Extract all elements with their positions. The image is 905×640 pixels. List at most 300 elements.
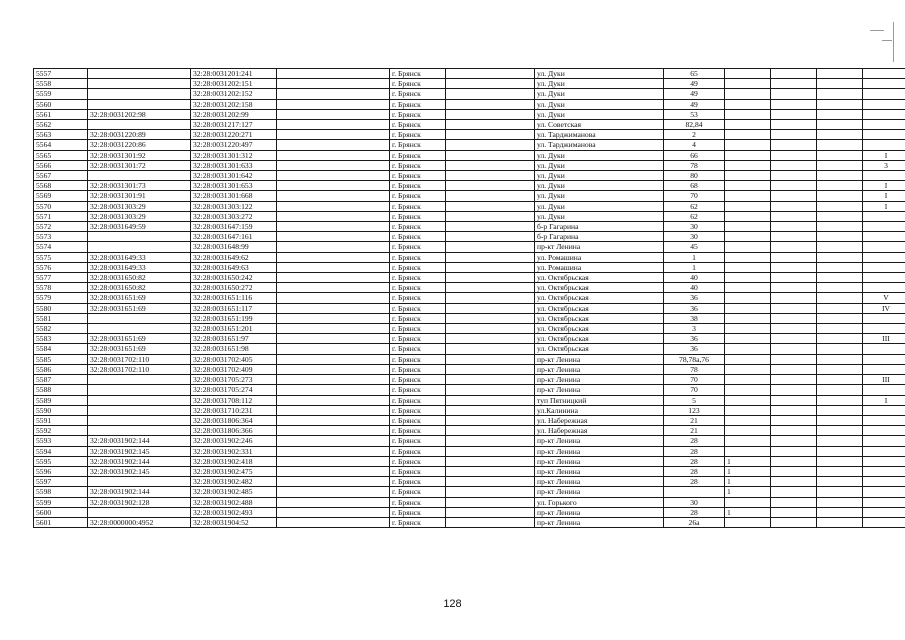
cell-section-roman [863, 120, 905, 130]
cell-blank-column-c [771, 109, 817, 119]
cell-blank-column-d [817, 140, 863, 150]
cell-blank-column-d [817, 283, 863, 293]
cell-building-number [725, 334, 771, 344]
cell-row-number: 5579 [34, 293, 88, 303]
table-row [34, 303, 905, 313]
cell-house-number: 80 [664, 171, 725, 181]
cell-house-number: 28 [664, 507, 725, 517]
cell-blank-column-c [771, 140, 817, 150]
cell-blank-column-a [277, 293, 390, 303]
cell-building-number: 1 [725, 466, 771, 476]
cell-blank-column-b [446, 517, 535, 527]
cell-blank-column-c [771, 79, 817, 89]
cell-blank-column-b [446, 487, 535, 497]
cell-cadastral-number: 32:28:0031648:99 [191, 242, 277, 252]
cell-cadastral-number: 32:28:0031650:242 [191, 273, 277, 283]
cell-blank-column-a [277, 446, 390, 456]
cell-section-roman [863, 79, 905, 89]
cell-blank-column-b [446, 232, 535, 242]
cell-row-number: 5583 [34, 334, 88, 344]
cell-row-number: 5562 [34, 120, 88, 130]
cell-building-number [725, 252, 771, 262]
cell-cadastral-number: 32:28:0031902:493 [191, 507, 277, 517]
table-row [34, 252, 905, 262]
cell-blank-column-a [277, 130, 390, 140]
cell-blank-column-b [446, 171, 535, 181]
cell-blank-column-c [771, 89, 817, 99]
cell-street: пр-кт Ленина [535, 375, 664, 385]
cell-blank-column-d [817, 446, 863, 456]
cell-building-number [725, 436, 771, 446]
cell-blank-column-b [446, 395, 535, 405]
cell-city: г. Брянск [390, 262, 446, 272]
cell-blank-column-c [771, 324, 817, 334]
cell-blank-column-d [817, 181, 863, 191]
cell-section-roman [863, 405, 905, 415]
table-row [34, 405, 905, 415]
cell-section-roman [863, 446, 905, 456]
cell-blank-column-b [446, 262, 535, 272]
cell-section-roman: I [863, 181, 905, 191]
cell-section-roman [863, 140, 905, 150]
cell-blank-column-d [817, 232, 863, 242]
cell-house-number: 45 [664, 242, 725, 252]
cell-street: ул. Набережная [535, 426, 664, 436]
cell-house-number: 49 [664, 89, 725, 99]
cell-blank-column-d [817, 466, 863, 476]
cell-city: г. Брянск [390, 487, 446, 497]
cell-section-roman [863, 436, 905, 446]
cell-city: г. Брянск [390, 69, 446, 79]
cell-street: ул.Калинина [535, 405, 664, 415]
cell-blank-column-c [771, 222, 817, 232]
cell-blank-column-c [771, 497, 817, 507]
cell-blank-column-d [817, 395, 863, 405]
cell-cadastral-number: 32:28:0031710:231 [191, 405, 277, 415]
cell-section-roman: IV [863, 303, 905, 313]
cell-street: ул. Дуки [535, 171, 664, 181]
cell-city: г. Брянск [390, 375, 446, 385]
cell-section-roman [863, 456, 905, 466]
cell-blank-column-a [277, 242, 390, 252]
cell-street: ул. Октябрьская [535, 293, 664, 303]
cell-blank-column-d [817, 456, 863, 466]
cell-house-number: 36 [664, 303, 725, 313]
cell-blank-column-b [446, 130, 535, 140]
cell-blank-column-b [446, 303, 535, 313]
cell-street: ул. Октябрьская [535, 303, 664, 313]
cell-house-number: 70 [664, 375, 725, 385]
table-row [34, 415, 905, 425]
cell-row-number: 5559 [34, 89, 88, 99]
cell-blank-column-c [771, 477, 817, 487]
cell-cadastral-number: 32:28:0031649:63 [191, 262, 277, 272]
cell-section-roman [863, 211, 905, 221]
table-row [34, 283, 905, 293]
cell-building-number [725, 130, 771, 140]
cell-blank-column-a [277, 160, 390, 170]
cell-blank-column-d [817, 201, 863, 211]
cell-building-number [725, 415, 771, 425]
cell-blank-column-c [771, 273, 817, 283]
cell-cadastral-number: 32:28:0031902:475 [191, 466, 277, 476]
table-row [34, 262, 905, 272]
cell-street: ул. Тарджиманова [535, 140, 664, 150]
cell-row-number: 5588 [34, 385, 88, 395]
cell-blank-column-b [446, 140, 535, 150]
cell-street: ул. Советская [535, 120, 664, 130]
cell-blank-column-b [446, 477, 535, 487]
cell-street: ул. Дуки [535, 79, 664, 89]
cell-street: пр-кт Ленина [535, 456, 664, 466]
cell-building-number [725, 273, 771, 283]
cell-blank-column-a [277, 252, 390, 262]
cell-blank-column-d [817, 344, 863, 354]
cell-section-roman: I [863, 150, 905, 160]
cell-cadastral-number: 32:28:0031201:241 [191, 69, 277, 79]
cell-city: г. Брянск [390, 99, 446, 109]
table-row [34, 426, 905, 436]
cell-blank-column-a [277, 344, 390, 354]
cell-cadastral-number: 32:28:0031708:112 [191, 395, 277, 405]
cell-blank-column-c [771, 415, 817, 425]
cell-building-number [725, 303, 771, 313]
cell-blank-column-a [277, 109, 390, 119]
cell-cadastral-number: 32:28:0031303:122 [191, 201, 277, 211]
cell-street: ул. Октябрьская [535, 283, 664, 293]
cell-building-number [725, 160, 771, 170]
cell-blank-column-c [771, 262, 817, 272]
cell-row-number: 5574 [34, 242, 88, 252]
cell-blank-column-c [771, 456, 817, 466]
cell-section-roman [863, 242, 905, 252]
cell-blank-column-b [446, 89, 535, 99]
cell-street: пр-кт Ленина [535, 446, 664, 456]
cell-blank-column-a [277, 283, 390, 293]
cell-parent-cadastral-number: 32:28:0031902:144 [88, 456, 191, 466]
cell-street: пр-кт Ленина [535, 242, 664, 252]
cell-parent-cadastral-number [88, 242, 191, 252]
cell-blank-column-c [771, 303, 817, 313]
cell-blank-column-b [446, 344, 535, 354]
table-row [34, 79, 905, 89]
cell-building-number [725, 191, 771, 201]
table-row [34, 140, 905, 150]
cell-parent-cadastral-number: 32:28:0000000:4952 [88, 517, 191, 527]
cell-street: ул. Дуки [535, 99, 664, 109]
cell-blank-column-a [277, 222, 390, 232]
cell-parent-cadastral-number: 32:28:0031303:29 [88, 211, 191, 221]
property-registry-table [33, 68, 905, 528]
cell-row-number: 5585 [34, 354, 88, 364]
cell-cadastral-number: 32:28:0031202:99 [191, 109, 277, 119]
cell-cadastral-number: 32:28:0031702:405 [191, 354, 277, 364]
cell-house-number: 53 [664, 109, 725, 119]
cell-street: ул. Набережная [535, 415, 664, 425]
cell-blank-column-d [817, 120, 863, 130]
cell-blank-column-a [277, 517, 390, 527]
cell-building-number: 1 [725, 456, 771, 466]
cell-blank-column-c [771, 160, 817, 170]
table-row [34, 109, 905, 119]
table-row [34, 130, 905, 140]
cell-parent-cadastral-number: 32:28:0031649:33 [88, 252, 191, 262]
cell-city: г. Брянск [390, 395, 446, 405]
cell-cadastral-number: 32:28:0031651:199 [191, 313, 277, 323]
cell-blank-column-c [771, 466, 817, 476]
cell-section-roman [863, 507, 905, 517]
cell-parent-cadastral-number: 32:28:0031902:144 [88, 487, 191, 497]
cell-house-number: 28 [664, 446, 725, 456]
cell-street: ул. Октябрьская [535, 313, 664, 323]
cell-parent-cadastral-number: 32:28:0031902:145 [88, 466, 191, 476]
cell-street: пр-кт Ленина [535, 364, 664, 374]
cell-cadastral-number: 32:28:0031904:52 [191, 517, 277, 527]
cell-building-number [725, 426, 771, 436]
cell-parent-cadastral-number: 32:28:0031303:29 [88, 201, 191, 211]
scan-artifact-line [893, 22, 894, 62]
cell-building-number [725, 99, 771, 109]
cell-row-number: 5581 [34, 313, 88, 323]
table-row [34, 344, 905, 354]
cell-section-roman [863, 364, 905, 374]
cell-parent-cadastral-number: 32:28:0031650:82 [88, 273, 191, 283]
cell-building-number [725, 517, 771, 527]
cell-section-roman [863, 324, 905, 334]
cell-house-number: 40 [664, 273, 725, 283]
table-row [34, 375, 905, 385]
cell-row-number: 5563 [34, 130, 88, 140]
cell-house-number [664, 487, 725, 497]
cell-street: ул. Дуки [535, 109, 664, 119]
table-row [34, 507, 905, 517]
cell-cadastral-number: 32:28:0031651:201 [191, 324, 277, 334]
cell-parent-cadastral-number [88, 120, 191, 130]
cell-parent-cadastral-number [88, 395, 191, 405]
cell-blank-column-a [277, 232, 390, 242]
cell-row-number: 5598 [34, 487, 88, 497]
table-row [34, 477, 905, 487]
cell-street: ул. Ромашина [535, 262, 664, 272]
table-row [34, 436, 905, 446]
cell-parent-cadastral-number: 32:28:0031651:69 [88, 303, 191, 313]
cell-section-roman [863, 109, 905, 119]
cell-blank-column-c [771, 405, 817, 415]
cell-blank-column-b [446, 69, 535, 79]
cell-blank-column-b [446, 273, 535, 283]
cell-section-roman: V [863, 293, 905, 303]
cell-city: г. Брянск [390, 283, 446, 293]
cell-section-roman [863, 273, 905, 283]
cell-cadastral-number: 32:28:0031705:274 [191, 385, 277, 395]
cell-blank-column-b [446, 160, 535, 170]
cell-row-number: 5597 [34, 477, 88, 487]
cell-parent-cadastral-number [88, 405, 191, 415]
table-row [34, 497, 905, 507]
cell-blank-column-a [277, 89, 390, 99]
cell-row-number: 5596 [34, 466, 88, 476]
cell-house-number: 78 [664, 364, 725, 374]
cell-parent-cadastral-number: 32:28:0031220:86 [88, 140, 191, 150]
cell-parent-cadastral-number: 32:28:0031651:69 [88, 293, 191, 303]
cell-cadastral-number: 32:28:0031902:418 [191, 456, 277, 466]
cell-cadastral-number: 32:28:0031202:152 [191, 89, 277, 99]
cell-blank-column-a [277, 181, 390, 191]
cell-blank-column-c [771, 395, 817, 405]
table-row [34, 171, 905, 181]
cell-section-roman [863, 283, 905, 293]
table-row [34, 334, 905, 344]
cell-blank-column-a [277, 415, 390, 425]
cell-blank-column-c [771, 69, 817, 79]
cell-blank-column-d [817, 385, 863, 395]
cell-row-number: 5600 [34, 507, 88, 517]
cell-blank-column-c [771, 232, 817, 242]
cell-street: ул. Октябрьская [535, 324, 664, 334]
cell-parent-cadastral-number: 32:28:0031651:69 [88, 334, 191, 344]
cell-section-roman [863, 89, 905, 99]
cell-row-number: 5580 [34, 303, 88, 313]
cell-blank-column-a [277, 171, 390, 181]
cell-building-number [725, 262, 771, 272]
cell-row-number: 5567 [34, 171, 88, 181]
cell-city: г. Брянск [390, 191, 446, 201]
cell-house-number: 5 [664, 395, 725, 405]
cell-building-number: 1 [725, 477, 771, 487]
cell-blank-column-a [277, 69, 390, 79]
cell-city: г. Брянск [390, 313, 446, 323]
cell-city: г. Брянск [390, 405, 446, 415]
cell-blank-column-d [817, 130, 863, 140]
cell-blank-column-d [817, 273, 863, 283]
cell-cadastral-number: 32:28:0031651:117 [191, 303, 277, 313]
cell-row-number: 5561 [34, 109, 88, 119]
cell-city: г. Брянск [390, 293, 446, 303]
cell-parent-cadastral-number: 32:28:0031220:89 [88, 130, 191, 140]
cell-blank-column-b [446, 354, 535, 364]
cell-blank-column-b [446, 415, 535, 425]
cell-street: туп Пятницкий [535, 395, 664, 405]
cell-building-number [725, 69, 771, 79]
cell-row-number: 5566 [34, 160, 88, 170]
cell-section-roman: I [863, 201, 905, 211]
cell-parent-cadastral-number: 32:28:0031650:82 [88, 283, 191, 293]
cell-building-number [725, 232, 771, 242]
cell-blank-column-c [771, 293, 817, 303]
cell-parent-cadastral-number [88, 232, 191, 242]
cell-row-number: 5587 [34, 375, 88, 385]
table-row [34, 273, 905, 283]
cell-row-number: 5576 [34, 262, 88, 272]
cell-blank-column-a [277, 507, 390, 517]
cell-street: б-р Гагарина [535, 222, 664, 232]
cell-parent-cadastral-number [88, 415, 191, 425]
cell-house-number: 78 [664, 160, 725, 170]
cell-street: пр-кт Ленина [535, 517, 664, 527]
table-row [34, 69, 905, 79]
cell-row-number: 5592 [34, 426, 88, 436]
table-row [34, 487, 905, 497]
cell-blank-column-a [277, 303, 390, 313]
cell-blank-column-b [446, 191, 535, 201]
cell-blank-column-a [277, 201, 390, 211]
cell-city: г. Брянск [390, 222, 446, 232]
table-row [34, 456, 905, 466]
cell-cadastral-number: 32:28:0031702:409 [191, 364, 277, 374]
cell-building-number [725, 109, 771, 119]
cell-blank-column-a [277, 262, 390, 272]
cell-house-number: 66 [664, 150, 725, 160]
cell-section-roman: I [863, 191, 905, 201]
cell-house-number: 36 [664, 334, 725, 344]
cell-parent-cadastral-number: 32:28:0031702:110 [88, 354, 191, 364]
cell-section-roman [863, 313, 905, 323]
table-row [34, 517, 905, 527]
table-row [34, 120, 905, 130]
cell-section-roman: 3 [863, 160, 905, 170]
table-row [34, 191, 905, 201]
cell-house-number: 30 [664, 497, 725, 507]
cell-street: ул. Дуки [535, 181, 664, 191]
cell-section-roman: I [863, 395, 905, 405]
cell-house-number: 28 [664, 436, 725, 446]
cell-street: ул. Горького [535, 497, 664, 507]
cell-city: г. Брянск [390, 415, 446, 425]
cell-parent-cadastral-number: 32:28:0031202:98 [88, 109, 191, 119]
cell-blank-column-d [817, 303, 863, 313]
cell-parent-cadastral-number [88, 507, 191, 517]
cell-building-number [725, 150, 771, 160]
cell-row-number: 5571 [34, 211, 88, 221]
cell-building-number [725, 242, 771, 252]
cell-blank-column-a [277, 477, 390, 487]
cell-house-number: 30 [664, 222, 725, 232]
cell-blank-column-b [446, 150, 535, 160]
cell-row-number: 5578 [34, 283, 88, 293]
cell-blank-column-d [817, 507, 863, 517]
cell-building-number [725, 79, 771, 89]
cell-blank-column-c [771, 150, 817, 160]
cell-street: ул. Ромашина [535, 252, 664, 262]
cell-city: г. Брянск [390, 232, 446, 242]
cell-section-roman [863, 171, 905, 181]
cell-building-number [725, 171, 771, 181]
cell-blank-column-c [771, 171, 817, 181]
cell-building-number [725, 385, 771, 395]
cell-blank-column-b [446, 456, 535, 466]
cell-parent-cadastral-number: 32:28:0031649:59 [88, 222, 191, 232]
cell-city: г. Брянск [390, 324, 446, 334]
cell-row-number: 5564 [34, 140, 88, 150]
cell-house-number: 1 [664, 262, 725, 272]
scan-artifact-line [870, 30, 884, 31]
cell-blank-column-d [817, 334, 863, 344]
cell-parent-cadastral-number [88, 385, 191, 395]
cell-street: пр-кт Ленина [535, 487, 664, 497]
cell-city: г. Брянск [390, 211, 446, 221]
cell-street: ул. Октябрьская [535, 273, 664, 283]
cell-blank-column-b [446, 109, 535, 119]
cell-cadastral-number: 32:28:0031902:485 [191, 487, 277, 497]
cell-row-number: 5590 [34, 405, 88, 415]
cell-cadastral-number: 32:28:0031806:364 [191, 415, 277, 425]
cell-city: г. Брянск [390, 181, 446, 191]
cell-blank-column-a [277, 426, 390, 436]
cell-blank-column-d [817, 517, 863, 527]
cell-building-number [725, 120, 771, 130]
page-number: 128 [443, 598, 462, 610]
cell-section-roman [863, 517, 905, 527]
